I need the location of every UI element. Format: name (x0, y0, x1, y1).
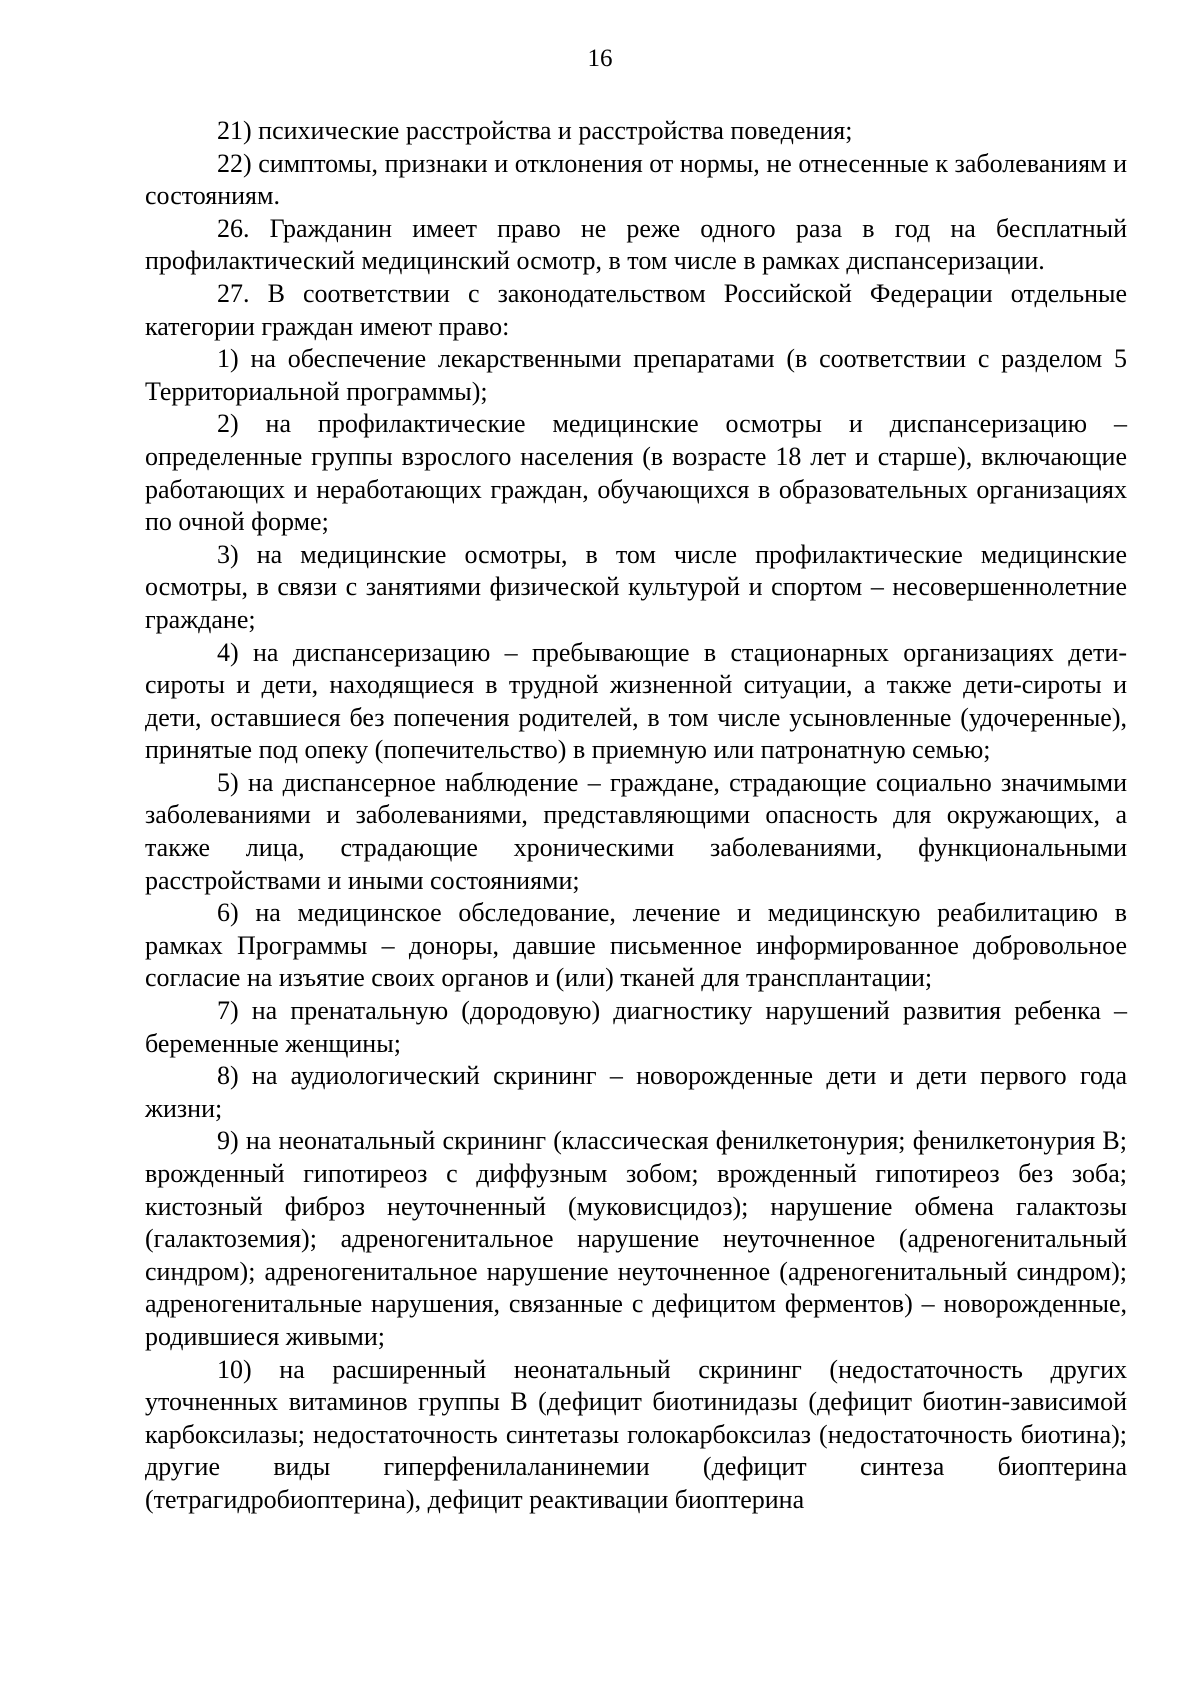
paragraph-right-6: 6) на медицинское обследование, лечение и медицинскую реабилитацию в рамках Программы – доноры, давшие письменное информированное добровольное согласие на изъятие своих органов и (или) тканей для трансплантации; (145, 898, 1127, 993)
paragraph-clause-26: 26. Гражданин имеет право не реже одного раза в год на бесплатный профилактический медицинский осмотр, в том числе в рамках диспансеризации. (145, 213, 1127, 276)
paragraph-item-22: 22) симптомы, признаки и отклонения от нормы, не отнесенные к заболеваниям и состояниям. (145, 148, 1127, 211)
paragraph-right-1: 1) на обеспечение лекарственными препаратами (в соответствии с разделом 5 Территориальной программы); (145, 344, 1127, 406)
paragraph-right-4: 4) на диспансеризацию – пребывающие в стационарных организациях дети-сироты и дети, находящиеся в трудной жизненной ситуации, а также дети-сироты и дети, оставшиеся без попечения родителей, в том числе усыновленные (удочеренные), принятые под опеку (попечительство) в приемную или патронатную семью; (145, 637, 1127, 765)
paragraph-right-2: 2) на профилактические медицинские осмотры и диспансеризацию – определенные группы взрослого населения (в возрасте 18 лет и старше), включающие работающих и неработающих граждан, обучающихся в образовательных организациях по очной форме; (145, 409, 1127, 537)
paragraph-right-5: 5) на диспансерное наблюдение – граждане, страдающие социально значимыми заболеваниями и заболеваниями, представляющими опасность для окружающих, а также лица, страдающие хроническими заболеваниями, функциональными расстройствами и иными состояниями; (145, 767, 1127, 895)
page-number: 16 (587, 45, 613, 72)
document-body (145, 115, 1127, 1517)
paragraph-right-10: 10) на расширенный неонатальный скрининг (недостаточность других уточненных витаминов группы B (дефицит биотинидазы (дефицит биотин-зависимой карбоксилазы; недостаточность синтетазы голокарбоксилаз (недостаточность биотина); другие виды гиперфенилаланинемии (дефицит синтеза биоптерина (тетрагидробиоптерина), дефицит реактивации биоптерина (145, 1354, 1127, 1514)
paragraph-item-21: 21) психические расстройства и расстройства поведения; (217, 116, 853, 145)
paragraph-right-9: 9) на неонатальный скрининг (классическая фенилкетонурия; фенилкетонурия B; врожденный гипотиреоз с диффузным зобом; врожденный гипотиреоз без зоба; кистозный фиброз неуточненный (муковисцидоз); нарушение обмена галактозы (галактоземия); адреногенитальное нарушение неуточненное (адреногенитальный синдром); адреногенитальное нарушение неуточненное (адреногенитальный синдром); адреногенитальные нарушения, связанные с дефицитом ферментов) – новорожденные, родившиеся живыми; (145, 1126, 1127, 1351)
paragraph-right-8: 8) на аудиологический скрининг – новорожденные дети и дети первого года жизни; (145, 1061, 1127, 1123)
paragraph-right-7: 7) на пренатальную (дородовую) диагностику нарушений развития ребенка – беременные женщины; (145, 996, 1127, 1058)
paragraph-right-3: 3) на медицинские осмотры, в том числе профилактические медицинские осмотры, в связи с занятиями физической культурой и спортом – несовершеннолетние граждане; (145, 539, 1127, 634)
paragraph-clause-27: 27. В соответствии с законодательством Российской Федерации отдельные категории граждан имеют право: (145, 278, 1127, 341)
